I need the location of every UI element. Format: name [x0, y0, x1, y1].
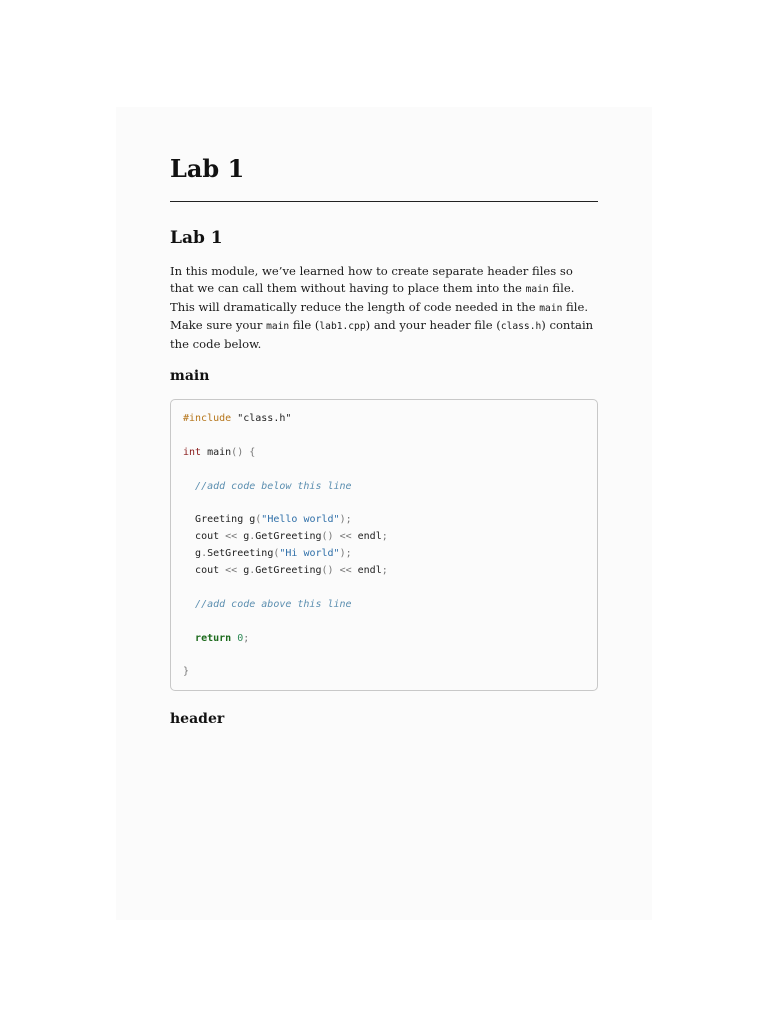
inline-code-header-filename: class.h [500, 321, 542, 333]
page-title: Lab 1 [170, 154, 245, 183]
intro-paragraph [170, 263, 598, 353]
code-line [183, 479, 585, 496]
code-line [183, 462, 585, 479]
code-line [183, 614, 585, 631]
code-line [183, 445, 585, 462]
code-token: GetGreeting [255, 565, 322, 577]
code-token: ); [339, 548, 352, 560]
code-token: main [201, 446, 232, 458]
code-token: ; [381, 531, 388, 543]
code-comment: //add code below this line [195, 480, 352, 492]
inline-code-filename: lab1.cpp [319, 321, 366, 333]
code-token: GetGreeting [255, 531, 322, 543]
code-token: "class.h" [231, 413, 292, 424]
code-token: #include [183, 413, 232, 424]
code-string: "Hello world" [261, 514, 340, 526]
inline-code-main: main [539, 302, 563, 314]
code-token: () [321, 565, 334, 577]
code-token: () { [231, 446, 256, 458]
code-token: << [333, 565, 352, 577]
code-token: int [183, 446, 202, 458]
code-token: ; [243, 632, 250, 644]
intro-text: ) and your header file ( [365, 318, 501, 333]
code-token: cout [195, 565, 226, 577]
code-string: "Hi world" [279, 548, 340, 560]
code-token: SetGreeting [207, 548, 274, 560]
header-heading: header [170, 711, 225, 727]
section-heading: Lab 1 [170, 228, 223, 248]
code-line [183, 428, 585, 445]
code-token: ; [381, 565, 388, 577]
code-line [183, 647, 585, 664]
main-heading: main [170, 368, 210, 384]
code-line [183, 512, 585, 529]
title-divider [170, 201, 598, 202]
code-token: . [249, 531, 256, 543]
code-comment: //add code above this line [195, 598, 352, 610]
code-token: << [225, 565, 238, 577]
code-token: Greeting g [195, 514, 256, 526]
code-keyword: return [195, 632, 232, 644]
code-token: << [225, 531, 238, 543]
code-token: << [333, 531, 352, 543]
code-token: . [201, 548, 208, 560]
code-token: g [237, 531, 250, 543]
code-line [183, 495, 585, 512]
code-line [183, 529, 585, 546]
code-token: cout [195, 531, 226, 543]
intro-text: file. Make sure your [170, 299, 589, 333]
code-line [183, 546, 585, 563]
code-token: endl [351, 531, 382, 543]
inline-code-main: main [266, 321, 290, 333]
inline-code-main: main [525, 283, 549, 295]
code-line [183, 597, 585, 614]
code-number: 0 [231, 632, 244, 644]
code-token: ( [273, 548, 280, 560]
intro-text: file. This will dramatically reduce the length of code needed in the [170, 280, 575, 314]
code-line [183, 563, 585, 580]
code-token: () [321, 531, 334, 543]
intro-text: In this module, we’ve learned how to create separate header files so that we can call them without having to place them into the [170, 264, 573, 295]
code-line [183, 411, 585, 428]
code-token: ( [255, 514, 262, 526]
code-token: g [237, 565, 250, 577]
document-page [116, 107, 652, 920]
code-line [183, 631, 585, 648]
code-token: endl [351, 565, 382, 577]
code-line [183, 664, 585, 681]
code-token: g [195, 548, 202, 560]
intro-text: ) contain the code below. [170, 318, 594, 352]
intro-text: file ( [289, 318, 320, 333]
code-token: } [183, 666, 190, 678]
code-line [183, 580, 585, 597]
code-token: . [249, 565, 256, 577]
main-code-block[interactable] [170, 399, 598, 691]
code-token: ); [339, 514, 352, 526]
